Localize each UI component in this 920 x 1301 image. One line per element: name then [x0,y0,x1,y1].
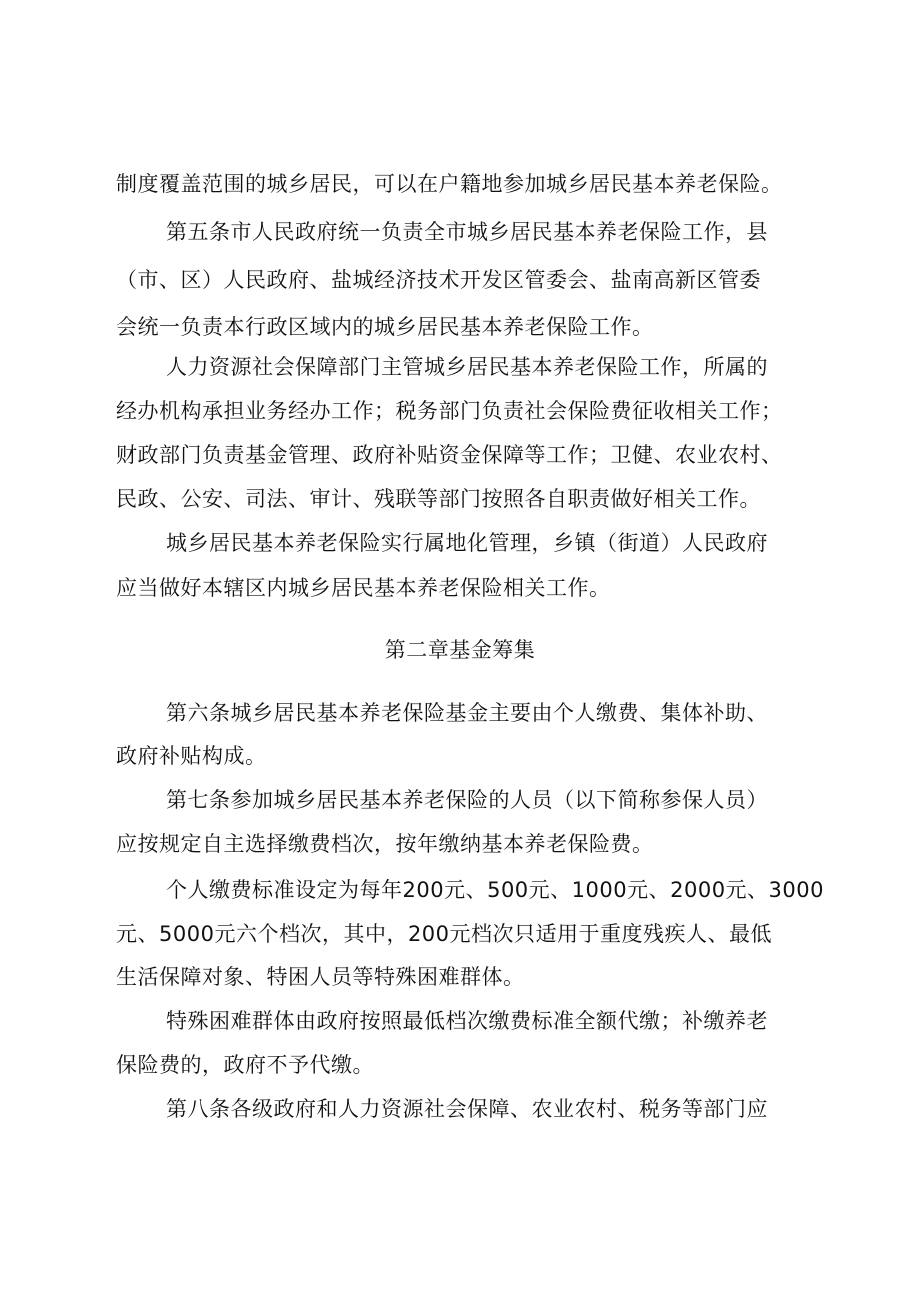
text-line: （市、区）人民政府、盐城经济技术开发区管委会、盐南高新区管委 [116,268,761,292]
text-line: 民政、公安、司法、审计、残联等部门按照各自职责做好相关工作。 [116,487,761,511]
text-line: 政府补贴构成。 [116,744,267,768]
text-line: 制度覆盖范围的城乡居民，可以在户籍地参加城乡居民基本养老保险。 [116,172,783,196]
text-line: 个人缴费标准设定为每年200元、500元、1000元、2000元、3000 [166,878,824,902]
text-line: 生活保障对象、特困人员等特殊困难群体。 [116,965,525,989]
text-line: 人力资源社会保障部门主管城乡居民基本养老保险工作，所属的 [166,355,768,379]
text-line: 第七条参加城乡居民基本养老保险的人员（以下简称参保人员） [166,788,768,812]
text-line: 元、5000元六个档次，其中，200元档次只适用于重度残疾人、最低 [116,922,773,946]
text-line: 经办机构承担业务经办工作；税务部门负责社会保险费征收相关工作； [116,399,783,423]
text-line: 财政部门负责基金管理、政府补贴资金保障等工作；卫健、农业农村、 [116,443,783,467]
text-line: 应按规定自主选择缴费档次，按年缴纳基本养老保险费。 [116,832,654,856]
text-line: 会统一负责本行政区域内的城乡居民基本养老保险工作。 [116,315,654,339]
text-line: 保险费的，政府不予代缴。 [116,1053,374,1077]
text-line: 应当做好本辖区内城乡居民基本养老保险相关工作。 [116,576,611,600]
chapter-heading: 第二章基金筹集 [384,638,536,662]
text-line: 特殊困难群体由政府按照最低档次缴费标准全额代缴；补缴养老 [166,1009,768,1033]
text-line: 第八条各级政府和人力资源社会保障、农业农村、税务等部门应 [166,1097,768,1121]
text-line: 第五条市人民政府统一负责全市城乡居民基本养老保险工作，县 [166,220,768,244]
text-line: 第六条城乡居民基本养老保险基金主要由个人缴费、集体补助、 [166,701,768,725]
text-line: 城乡居民基本养老保险实行属地化管理，乡镇（街道）人民政府 [166,531,768,555]
